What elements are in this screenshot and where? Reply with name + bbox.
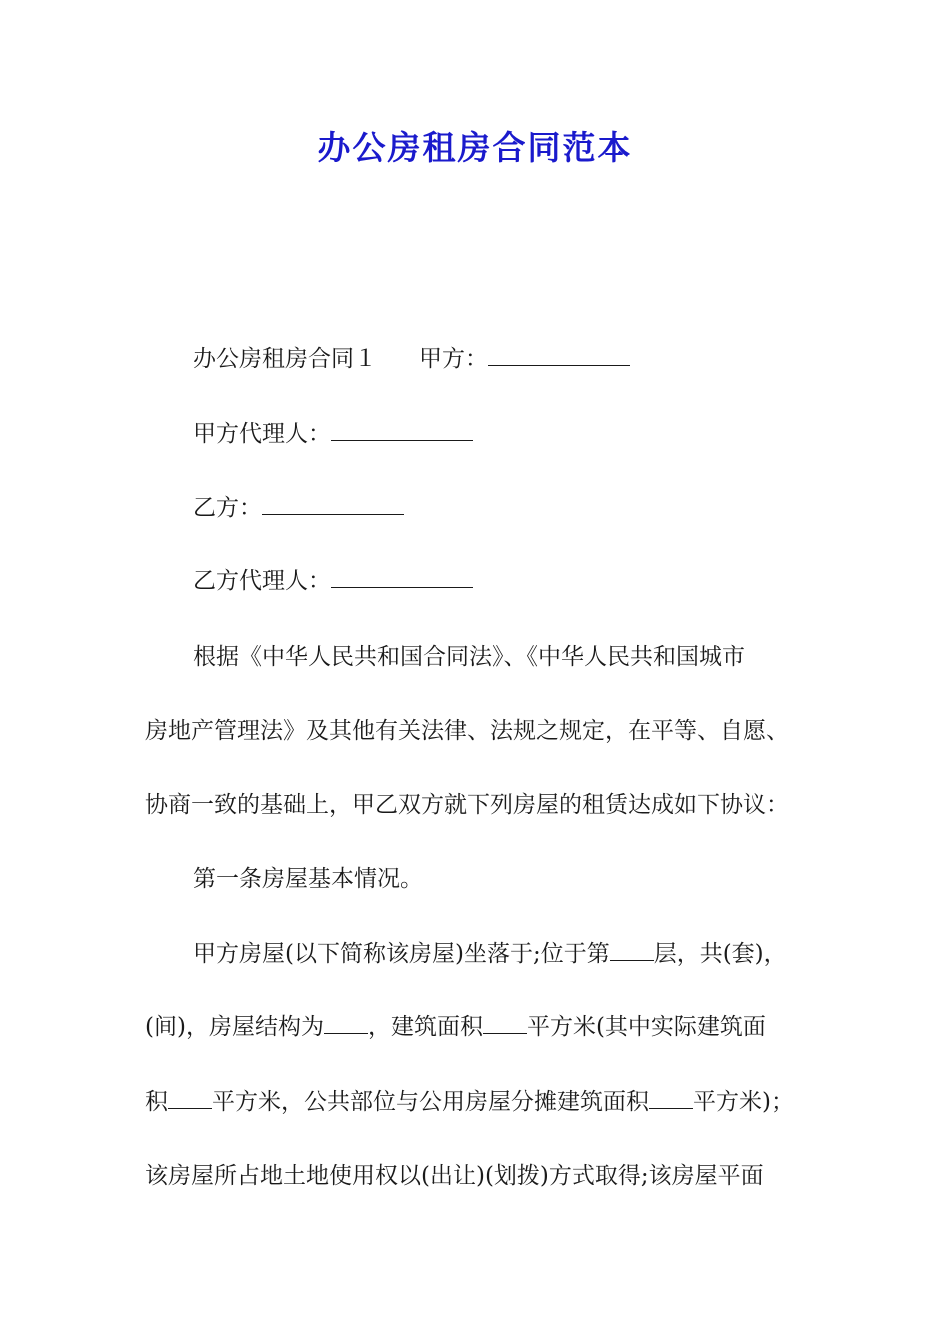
article-1-line-1 [193, 940, 883, 970]
party-b-label: 乙方： [193, 495, 262, 521]
party-a-agent-line [193, 420, 883, 450]
article-1-text: ，建筑面积 [367, 1014, 483, 1040]
party-a-agent-label: 甲方代理人： [193, 421, 331, 447]
party-b-blank [262, 496, 404, 515]
article-1-text: 平方米)； [693, 1089, 794, 1115]
article-1-line-4: 该房屋所占地土地使用权以(出让)(划拨)方式取得;该房屋平面 [145, 1163, 764, 1189]
document-title: 办公房租房合同范本 [317, 128, 633, 167]
party-b-agent-blank [331, 569, 473, 588]
intro-line-2: 房地产管理法》及其他有关法律、法规之规定，在平等、自愿、 [145, 718, 789, 744]
actual-area-blank [168, 1090, 212, 1109]
article-1-heading: 第一条房屋基本情况。 [193, 866, 423, 892]
article-1-text: 层，共(套)， [653, 941, 787, 967]
intro-line-3: 协商一致的基础上，甲乙双方就下列房屋的租赁达成如下协议： [145, 792, 789, 818]
article-1-text: 平方米，公共部位与公用房屋分摊建筑面积 [212, 1089, 649, 1115]
party-b-agent-line [193, 567, 883, 597]
article-1-text: (间)，房屋结构为 [145, 1014, 324, 1040]
intro-line-1: 根据《中华人民共和国合同法》、《中华人民共和国城市 [193, 644, 745, 670]
article-1-text: 甲方房屋(以下简称该房屋)坐落于;位于第 [193, 941, 610, 967]
structure-blank [324, 1015, 368, 1034]
area-blank [483, 1015, 527, 1034]
article-1-line-2 [145, 1013, 835, 1043]
shared-area-blank [649, 1090, 693, 1109]
contract-header-line [193, 345, 883, 375]
contract-label: 办公房租房合同１ [193, 346, 377, 372]
party-a-blank [488, 347, 630, 366]
party-b-line [193, 494, 883, 524]
party-a-label: 甲方： [419, 346, 488, 372]
article-1-line-3 [145, 1088, 835, 1118]
article-1-text: 积 [145, 1089, 168, 1115]
party-a-agent-blank [331, 422, 473, 441]
party-b-agent-label: 乙方代理人： [193, 568, 331, 594]
floor-blank [610, 942, 654, 961]
article-1-text: 平方米(其中实际建筑面 [526, 1014, 766, 1040]
